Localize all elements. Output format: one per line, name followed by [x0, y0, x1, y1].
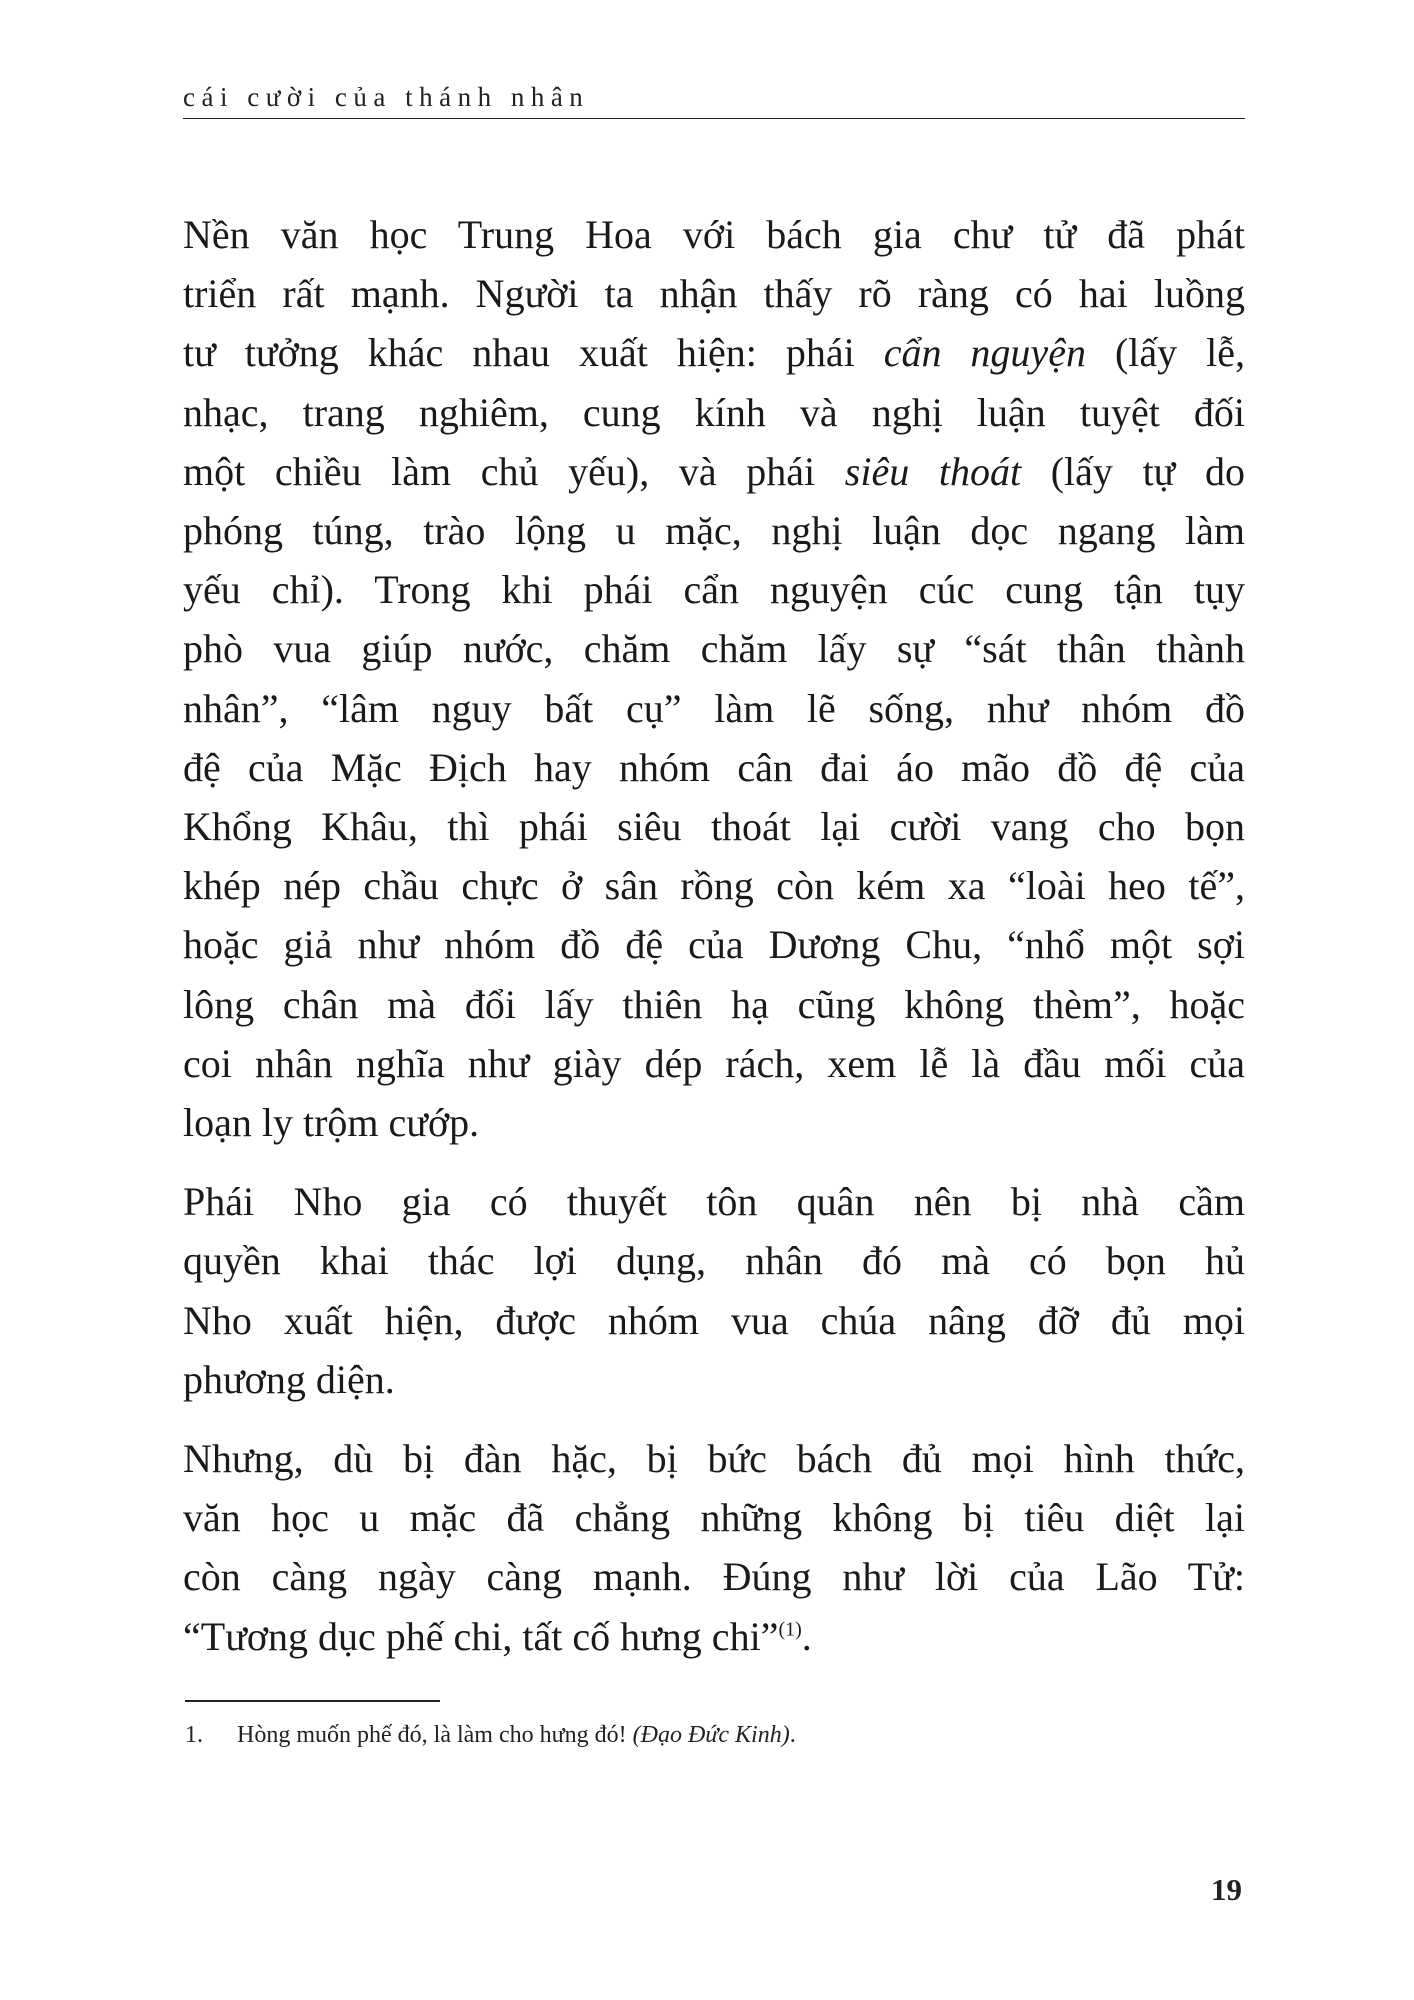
text-line: “Tương dục phế chi, tất cố hưng chi”$^{(1)}$. — [183, 1613, 812, 1659]
header-rule — [183, 118, 1245, 119]
text-line: văn học u mặc đã chẳng những không bị tiêu diệt lại — [183, 1495, 1245, 1541]
footnote-source: (Đạo Đức Kinh) — [632, 1722, 790, 1748]
paragraph — [183, 1172, 1245, 1409]
body-text — [183, 205, 1245, 1686]
text-line: nhân”, “lâm nguy bất cụ” làm lẽ sống, như nhóm đồ — [183, 685, 1245, 731]
footnote-end: . — [789, 1722, 796, 1748]
text-line: Nhưng, dù bị đàn hặc, bị bức bách đủ mọi hình thức, — [183, 1436, 1245, 1482]
text-line: phóng túng, trào lộng u mặc, nghị luận dọc ngang làm — [183, 508, 1245, 554]
text-line: còn càng ngày càng mạnh. Đúng như lời của Lão Tử: — [183, 1554, 1245, 1600]
text-line: Phái Nho gia có thuyết tôn quân nên bị nhà cầm — [183, 1179, 1245, 1225]
text-line: triển rất mạnh. Người ta nhận thấy rõ ràng có hai luồng — [183, 271, 1245, 317]
footnote-rule — [185, 1700, 440, 1702]
text-line: Khổng Khâu, thì phái siêu thoát lại cười vang cho bọn — [183, 804, 1245, 850]
italic-term: siêu thoát — [844, 448, 1022, 494]
paragraph — [183, 205, 1245, 1152]
text-line: yếu chỉ). Trong khi phái cẩn nguyện cúc cung tận tụy — [183, 567, 1245, 613]
footnote — [185, 1720, 796, 1750]
footnote-marker: (1) — [778, 1618, 802, 1641]
text-line: nhạc, trang nghiêm, cung kính và nghị luận tuyệt đối — [183, 389, 1245, 435]
text-line: một chiều làm chủ yếu), và phái siêu thoát (lấy tự do — [183, 448, 1246, 494]
text-line: coi nhân nghĩa như giày dép rách, xem lễ là đầu mối của — [183, 1040, 1245, 1086]
text-line: quyền khai thác lợi dụng, nhân đó mà có bọn hủ — [183, 1238, 1245, 1284]
text-line: Nho xuất hiện, được nhóm vua chúa nâng đỡ đủ mọi — [183, 1297, 1245, 1343]
text-line: đệ của Mặc Địch hay nhóm cân đai áo mão đồ đệ của — [183, 744, 1245, 790]
text-line: phương diện. — [183, 1356, 395, 1402]
text-line: khép nép chầu chực ở sân rồng còn kém xa “loài heo tế”, — [183, 863, 1245, 909]
footnote-number: 1. — [185, 1722, 203, 1748]
text-line: phò vua giúp nước, chăm chăm lấy sự “sát thân thành — [183, 626, 1245, 672]
italic-term: cẩn nguyện — [883, 330, 1086, 376]
text-line: Nền văn học Trung Hoa với bách gia chư tử đã phát — [183, 212, 1245, 257]
text-line: loạn ly trộm cướp. — [183, 1100, 480, 1146]
text-line: tư tưởng khác nhau xuất hiện: phái cẩn nguyện (lấy lễ, — [183, 330, 1245, 376]
paragraph — [183, 1429, 1245, 1666]
page-number: 19 — [1211, 1872, 1242, 1907]
text-line: lông chân mà đổi lấy thiên hạ cũng không thèm”, hoặc — [183, 981, 1245, 1027]
running-head: cái cười của thánh nhân — [183, 82, 590, 112]
footnote-text: Hòng muốn phế đó, là làm cho hưng đó! — [237, 1722, 633, 1748]
text-line: hoặc giả như nhóm đồ đệ của Dương Chu, “nhổ một sợi — [183, 922, 1245, 968]
